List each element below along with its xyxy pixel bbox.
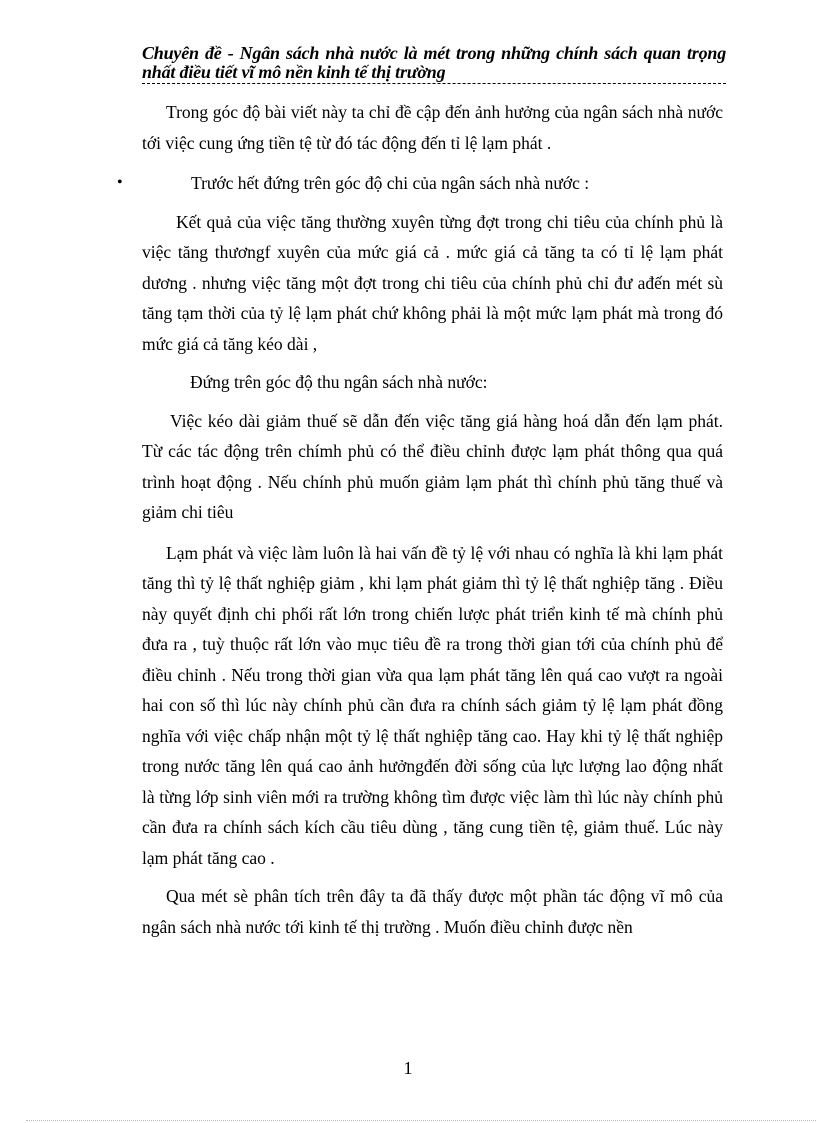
page-bottom-divider [26, 1120, 816, 1121]
paragraph-unemployment: Lạm phát và việc làm luôn là hai vấn đề tỷ lệ với nhau có nghĩa là khi lạm phát tăng thì tỷ lệ thất nghiệp giảm , khi lạm phát giảm thì tỷ lệ thất nghiệp tăng . Điều này quyết định chi phối rất lớn trong chiến lược phát triển kinh tế mà chính phủ đưa ra , tuỳ thuộc rất lớn vào mục tiêu đề ra trong thời gian tới của chính phủ để điều chỉnh . Nếu trong thời gian vừa qua lạm phát tăng lên quá cao vượt ra ngoài hai con số thì lúc này chính phủ cần đưa ra chính sách giảm tỷ lệ lạm phát đồng nghĩa với việc chấp nhận một tỷ lệ thất nghiệp tăng cao. Hay khi tỷ lệ thất nghiệp trong nước tăng lên quá cao ảnh hưởngđến đời sống của lực lượng lao động nhất là từng lớp sinh viên mới ra trường không tìm được việc làm thì lúc này chính phủ cần đưa ra chính sách kích cầu tiêu dùng , tăng cung tiền tệ, giảm thuế. Lúc này lạm phát tăng cao . [142, 542, 723, 868]
bullet-icon: • [117, 174, 123, 191]
paragraph-conclusion: Qua mét sè phân tích trên đây ta đã thấy được một phần tác động vĩ mô của ngân sách nhà nước tới kinh tế thị trường . Muốn điều chỉnh được nền [142, 886, 723, 937]
paragraph-spending: Kết quả của việc tăng thường xuyên từng đợt trong chi tiêu của chính phủ là việc tăng thươngf xuyên của mức giá cả . mức giá cả tăng ta có tỉ lệ lạm phát dương . nhưng việc tăng một đợt trong chi tiêu của chính phủ chỉ đư ađến mét sù tăng tạm thời của tỷ lệ lạm phát chứ không phải là một mức lạm phát mà trong đó mức giá cả tăng kéo dài , [142, 211, 723, 354]
document-body [117, 97, 723, 942]
revenue-heading: Đứng trên góc độ thu ngân sách nhà nước: [190, 372, 488, 392]
bullet-heading: Trước hết đứng trên góc độ chi của ngân sách nhà nước : [191, 173, 590, 193]
bullet-item [117, 168, 723, 199]
page-number: 1 [403, 1058, 413, 1078]
paragraph-revenue: Việc kéo dài giảm thuế sẽ dẫn đến việc tăng giá hàng hoá dẫn đến lạm phát. Từ các tác động trên chímh phủ có thể điều chỉnh được lạm phát thông qua quá trình hoạt động . Nếu chính phủ muốn giảm lạm phát thì chính phủ tăng thuế và giảm chi tiêu [142, 410, 723, 522]
paragraph-intro: Trong góc độ bài viết này ta chỉ đề cập đến ảnh hưởng của ngân sách nhà nước tới việc cung ứng tiền tệ từ đó tác động đến tỉ lệ lạm phát . [142, 102, 723, 153]
page-header-title: Chuyên đề - Ngân sách nhà nước là mét trong những chính sách quan trọng nhất điều tiết vĩ mô nền kinh tế thị trường [142, 43, 726, 82]
